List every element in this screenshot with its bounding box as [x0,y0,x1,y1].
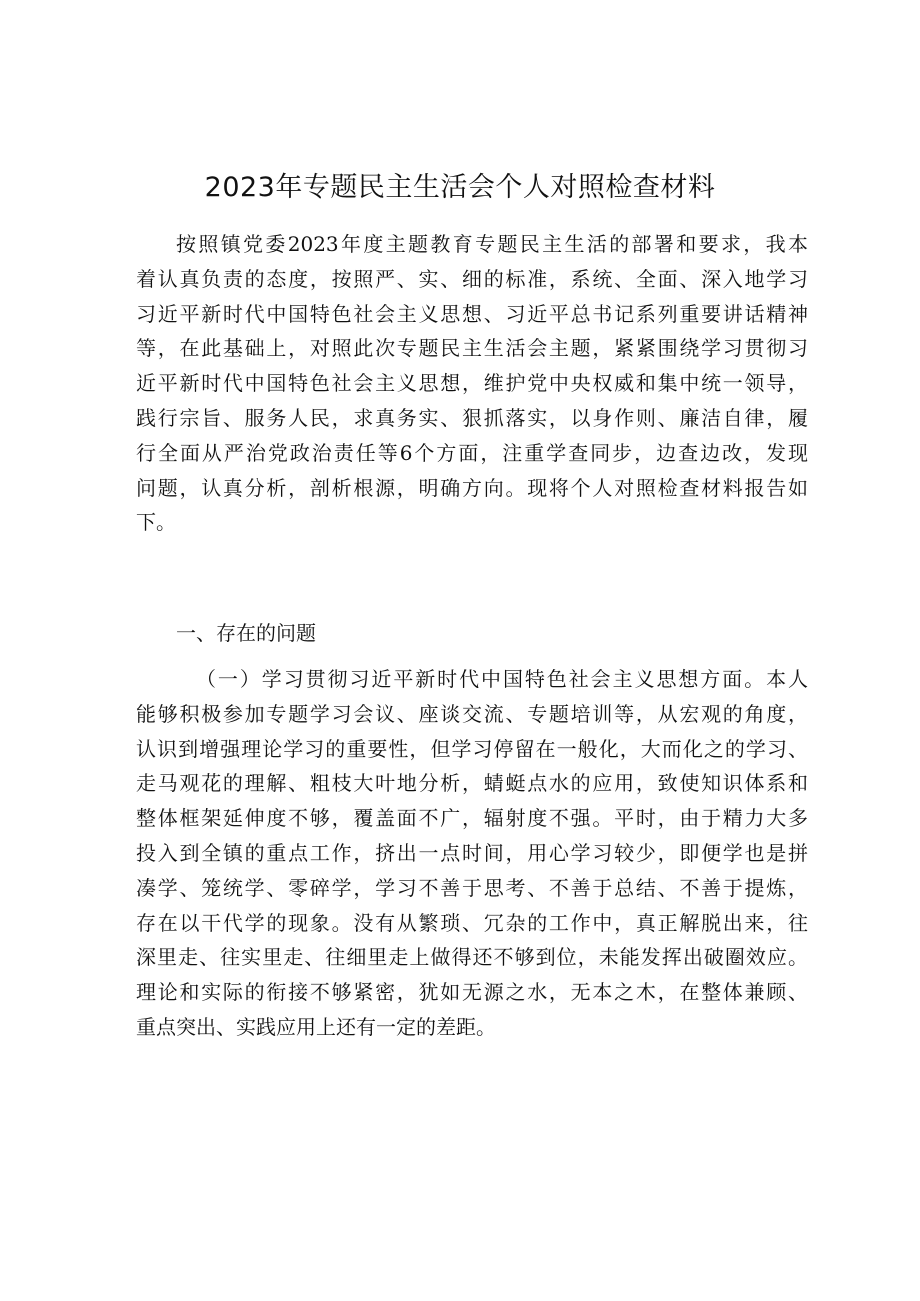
paragraph-line: 凑学、笼统学、零碎学，学习不善于思考、不善于总结、不善于提炼， [136,875,808,900]
paragraph-line: 投入到全镇的重点工作，挤出一点时间，用心学习较少，即便学也是拼 [136,840,808,865]
body-paragraph [136,662,808,1045]
paragraph-line: 重点突出、实践应用上还有一定的差距。 [136,1014,496,1039]
section-heading [136,616,808,651]
section-heading-text: 一、存在的问题 [176,621,316,645]
intro-line: 下。 [136,510,176,535]
intro-line: 近平新时代中国特色社会主义思想，维护党中央权威和集中统一领导， [136,371,808,396]
intro-line: 问题，认真分析，剖析根源，明确方向。现将个人对照检查材料报告如 [136,475,808,500]
intro-paragraph [136,227,808,540]
paragraph-line: 走马观花的理解、粗枝大叶地分析，蜻蜓点水的应用，致使知识体系和 [136,771,808,796]
intro-line: 行全面从严治党政治责任等6个方面，注重学查同步，边查边改，发现 [136,440,808,465]
paragraph-line: 深里走、往实里走、往细里走上做得还不够到位，未能发挥出破圈效应。 [136,945,808,970]
intro-line: 践行宗旨、服务人民，求真务实、狠抓落实，以身作则、廉洁自律，履 [136,405,808,430]
intro-line: 习近平新时代中国特色社会主义思想、习近平总书记系列重要讲话精神 [136,301,808,326]
intro-line: 着认真负责的态度，按照严、实、细的标准，系统、全面、深入地学习 [136,266,808,291]
paragraph-line: 理论和实际的衔接不够紧密，犹如无源之水，无本之木，在整体兼顾、 [136,980,808,1005]
document-title: 2023年专题民主生活会个人对照检查材料 [204,172,716,203]
intro-line: 按照镇党委2023年度主题教育专题民主生活的部署和要求，我本 [176,232,808,256]
paragraph-line: （一）学习贯彻习近平新时代中国特色社会主义思想方面。本人 [196,667,808,691]
paragraph-line: 认识到增强理论学习的重要性，但学习停留在一般化，大而化之的学习、 [136,736,808,761]
intro-line: 等，在此基础上，对照此次专题民主生活会主题，紧紧围绕学习贯彻习 [136,336,808,361]
paragraph-line: 整体框架延伸度不够，覆盖面不广，辐射度不强。平时，由于精力大多 [136,806,808,831]
paragraph-line: 存在以干代学的现象。没有从繁琐、冗杂的工作中，真正解脱出来，往 [136,910,808,935]
paragraph-line: 能够积极参加专题学习会议、座谈交流、专题培训等，从宏观的角度， [136,701,808,726]
